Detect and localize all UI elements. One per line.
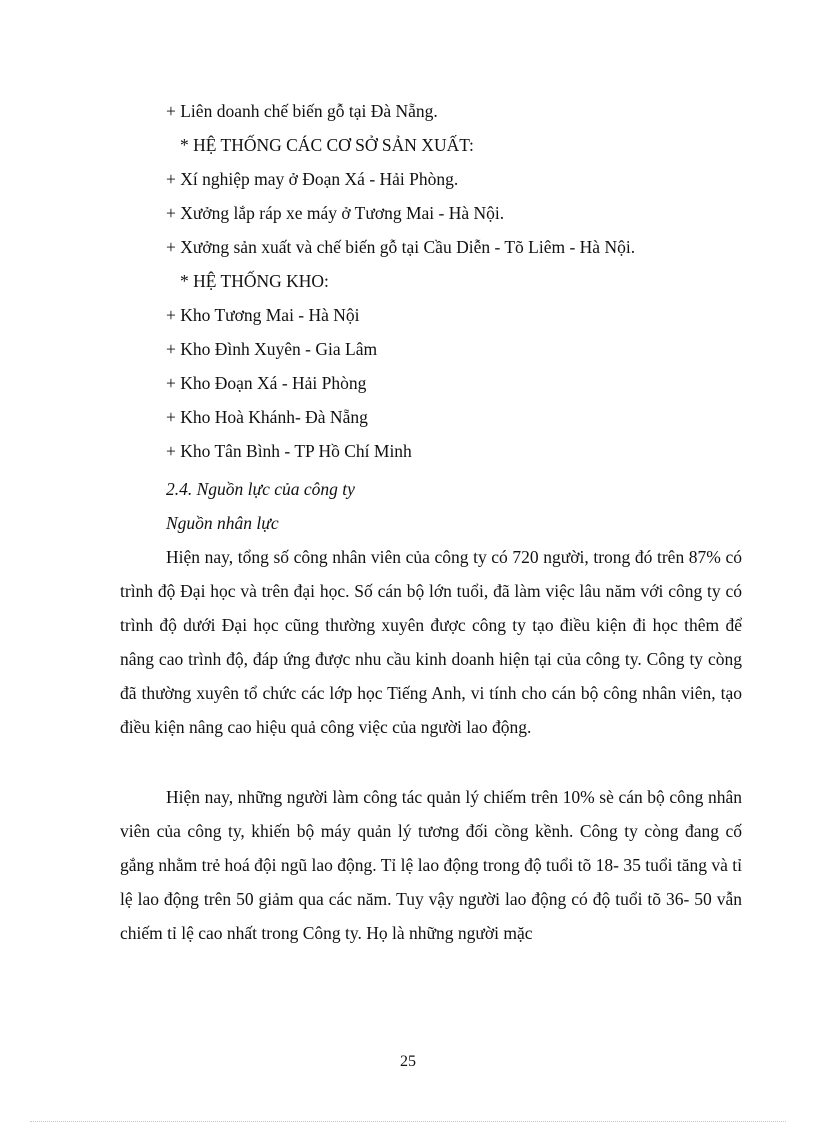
- list-item-xuong-lap-rap: + Xưởng lắp ráp xe máy ở Tương Mai - Hà Nội.: [166, 203, 505, 223]
- list-item-kho-dinh-xuyen: + Kho Đình Xuyên - Gia Lâm: [166, 339, 378, 359]
- list-item-kho-tan-binh: + Kho Tân Bình - TP Hồ Chí Minh: [166, 441, 412, 461]
- list-item-lien-doanh: + Liên doanh chế biến gỗ tại Đà Nẵng.: [166, 101, 438, 121]
- list-item-xi-nghiep-may: + Xí nghiệp may ở Đoạn Xá - Hải Phòng.: [166, 169, 459, 189]
- heading-he-thong-kho: * HỆ THỐNG KHO:: [180, 271, 329, 291]
- section-title: 2.4. Nguồn lực của công ty: [166, 479, 355, 499]
- list-item-kho-tuong-mai: + Kho Tương Mai - Hà Nội: [166, 305, 360, 325]
- list-item-kho-hoa-khanh: + Kho Hoà Khánh- Đà Nẵng: [166, 407, 368, 427]
- list-item-xuong-san-xuat: + Xưởng sản xuất và chế biến gỗ tại Cầu Diễn - Tõ Liêm - Hà Nội.: [166, 237, 636, 257]
- page-number: 25: [400, 1053, 416, 1070]
- subsection-title: Nguồn nhân lực: [166, 513, 279, 533]
- paragraph-2: Hiện nay, những người làm công tác quản lý chiếm trên 10% sè cán bộ công nhân viên của công ty, khiến bộ máy quản lý tương đối cồng kềnh. Công ty còng đang cố gắng nhằm trẻ hoá đội ngũ lao động. Tỉ lệ lao động trong độ tuổi tõ 18- 35 tuổi tăng và tỉ lệ lao động trên 50 giảm qua các năm. Tuy vậy người lao động có độ tuổi tõ 36- 50 vẫn chiếm tỉ lệ cao nhất trong Công ty. Họ là những người mặc: [120, 787, 742, 943]
- list-item-kho-doan-xa: + Kho Đoạn Xá - Hải Phòng: [166, 373, 367, 393]
- paragraph-1: Hiện nay, tổng số công nhân viên của công ty có 720 người, trong đó trên 87% có trình độ Đại học và trên đại học. Số cán bộ lớn tuổi, đã làm việc lâu năm với công ty có trình độ dưới Đại học cũng thường xuyên được công ty tạo điều kiện đi học thêm để nâng cao trình độ, đáp ứng được nhu cầu kinh doanh hiện tại của công ty. Công ty còng đã thường xuyên tổ chức các lớp học Tiếng Anh, vi tính cho cán bộ công nhân viên, tạo điều kiện nâng cao hiệu quả công việc của người lao động.: [120, 547, 742, 737]
- page-bottom-divider: [30, 1121, 786, 1122]
- heading-he-thong-co-so-san-xuat: * HỆ THỐNG CÁC CƠ SỞ SẢN XUẤT:: [180, 135, 474, 155]
